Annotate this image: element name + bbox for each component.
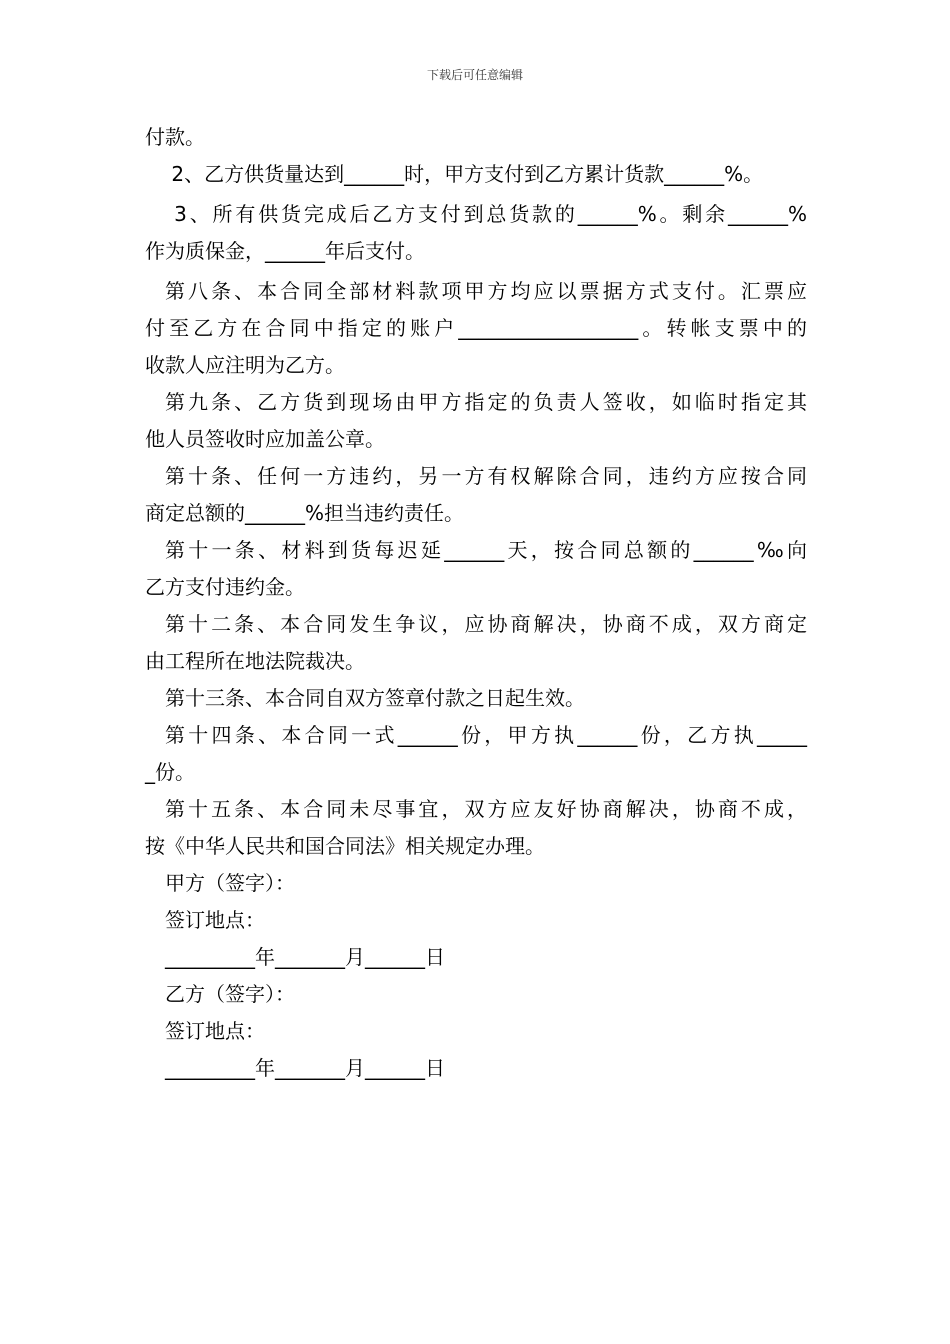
text-line: 付至乙方在合同中指定的账户__________________。转帐支票中的 bbox=[145, 316, 807, 340]
text-line: 第十五条、本合同未尽事宜，双方应友好协商解决，协商不成， bbox=[165, 797, 807, 821]
text-line: 第九条、乙方货到现场由甲方指定的负责人签收，如临时指定其 bbox=[165, 390, 807, 414]
signature-party-b-label: 乙方（签字）： bbox=[165, 982, 295, 1006]
page-header-watermark: 下载后可任意编辑 bbox=[426, 68, 523, 82]
text-line: 按《中华人民共和国合同法》相关规定办理。 bbox=[145, 834, 545, 858]
text-line: 乙方支付违约金。 bbox=[145, 575, 305, 599]
text-line: 第十条、任何一方违约，另一方有权解除合同，违约方应按合同 bbox=[165, 464, 807, 488]
signing-date-a: _________年_______月______日 bbox=[165, 945, 445, 969]
text-line: 商定总额的______%担当违约责任。 bbox=[145, 501, 465, 525]
text-line: 作为质保金，______年后支付。 bbox=[145, 239, 425, 263]
text-line: 第十一条、材料到货每迟延______天，按合同总额的______‰向 bbox=[165, 538, 807, 562]
text-line: 由工程所在地法院裁决。 bbox=[145, 649, 365, 673]
text-line: 3、所有供货完成后乙方支付到总货款的______%。剩余______% bbox=[165, 202, 807, 226]
text-line: 收款人应注明为乙方。 bbox=[145, 353, 345, 377]
signing-place-b-label: 签订地点： bbox=[165, 1019, 265, 1043]
text-line: 2、乙方供货量达到______时，甲方支付到乙方累计货款______%。 bbox=[165, 162, 764, 186]
signing-place-a-label: 签订地点： bbox=[165, 908, 265, 932]
text-line: _份。 bbox=[145, 760, 195, 784]
text-line: 第十三条、本合同自双方签章付款之日起生效。 bbox=[165, 686, 585, 710]
text-line: 第十二条、本合同发生争议，应协商解决，协商不成，双方商定 bbox=[165, 612, 807, 636]
contract-body bbox=[145, 119, 807, 1087]
text-line: 他人员签收时应加盖公章。 bbox=[145, 427, 385, 451]
text-line: 第八条、本合同全部材料款项甲方均应以票据方式支付。汇票应 bbox=[165, 279, 807, 303]
signing-date-b: _________年_______月______日 bbox=[165, 1056, 445, 1080]
text-line: 第十四条、本合同一式______份，甲方执______份，乙方执_____ bbox=[165, 723, 807, 747]
text-line: 付款。 bbox=[145, 125, 205, 149]
signature-party-a-label: 甲方（签字）： bbox=[165, 871, 295, 895]
